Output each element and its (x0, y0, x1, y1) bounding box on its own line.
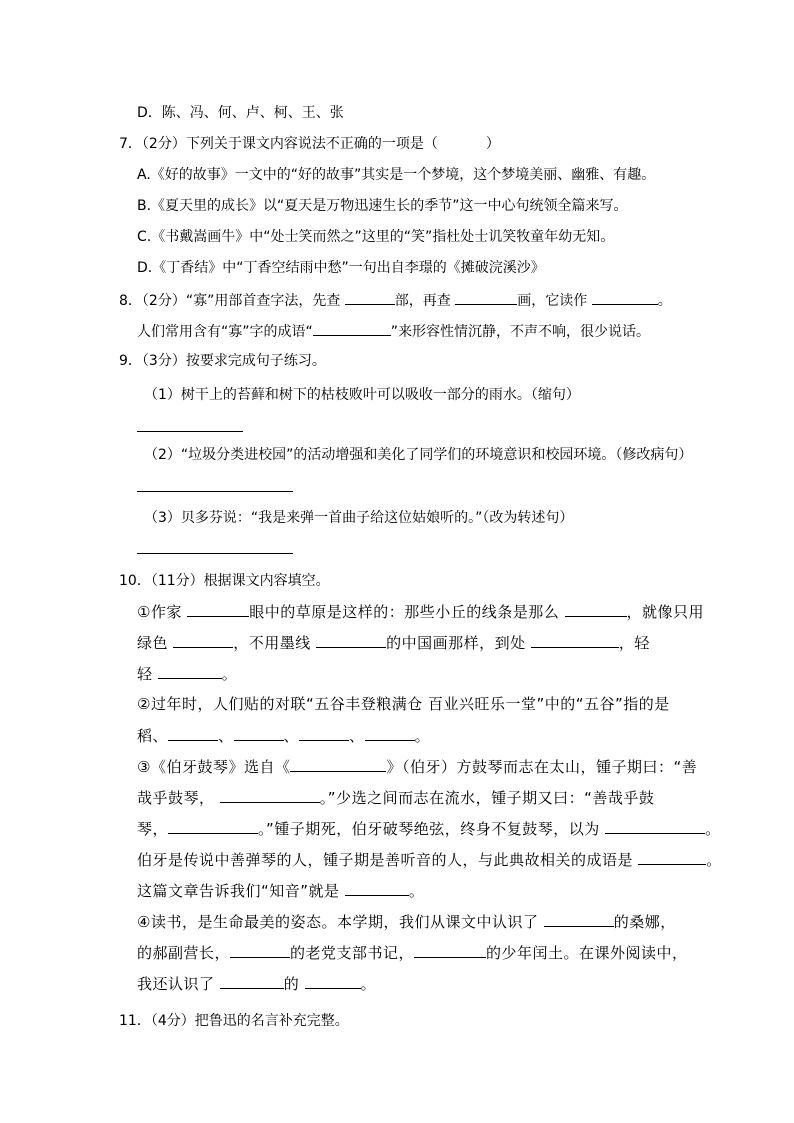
question-stem: 10．（11分）根据课文内容填空。 (119, 573, 330, 589)
s4-text: 我还认识了 (137, 975, 215, 993)
q10-s3-line5 (137, 880, 424, 901)
blank-strokes[interactable] (455, 289, 517, 305)
blank-radical[interactable] (345, 289, 395, 305)
item-text: （3）贝多芬说：“我是来弹一首曲子给这位姑娘听的。”（改为转述句） (144, 510, 574, 526)
q7-option-d (137, 258, 545, 278)
sep: 、 (218, 727, 234, 745)
s4-text: ④读书，是生命最美的姿态。本学期，我们从课文中认识了 (137, 913, 539, 931)
blank-mountain[interactable] (220, 787, 320, 803)
sep: 、 (349, 727, 365, 745)
blank-idiom[interactable] (313, 320, 391, 336)
blank-pinyin[interactable] (592, 289, 658, 305)
q10-s3-line2 (137, 787, 654, 808)
q7-option-a (137, 165, 655, 185)
s1-text: 轻 (137, 665, 153, 683)
blank-grain-2[interactable] (234, 725, 284, 741)
s3-text: 。”少选之间而志在流水，锺子期又曰：“善哉乎鼓 (319, 789, 655, 807)
q7-option-c (137, 227, 614, 247)
s3-text: 。 (706, 851, 722, 869)
q8-line-2 (137, 320, 650, 342)
q8-text: ”来形容性情沉静，不声不响，很少说话。 (390, 324, 651, 340)
blank-adjective[interactable] (220, 973, 284, 989)
q10-s2-line1 (137, 694, 670, 714)
blank-water[interactable] (168, 818, 258, 834)
blank-gently[interactable] (158, 663, 222, 679)
blank-grain-4[interactable] (365, 725, 415, 741)
option-text: D.《丁香结》中“丁香空结雨中愁”一句出自李璟的《摊破浣溪沙》 (137, 260, 545, 276)
s1-text: 的中国画那样，到处 (386, 634, 526, 652)
q11-stem (119, 1011, 349, 1031)
blank-lines[interactable] (565, 601, 627, 617)
s4-text: 的桑娜， (613, 913, 676, 931)
answer-line-2[interactable] (137, 491, 293, 492)
item-text: （1）树干上的苔藓和树下的枯枝败叶可以吸收一部分的雨水。（缩句） (144, 387, 580, 403)
blank-source[interactable] (290, 756, 386, 772)
s3-text: 。”锺子期死，伯牙破琴绝弦，终身不复鼓琴，以为 (258, 820, 600, 838)
blank-grain-1[interactable] (168, 725, 218, 741)
q10-s3-line3 (137, 818, 721, 839)
question-stem: 7．（2分）下列关于课文内容说法不正确的一项是（ (119, 136, 438, 152)
q10-s1-line2 (137, 632, 650, 653)
s1-text: 绿色 (137, 634, 169, 652)
s1-text: ，就像只用 (626, 603, 705, 621)
q8-text: 。 (657, 293, 672, 309)
s3-text: 这篇文章告诉我们“知音”就是 (137, 882, 340, 900)
q8-text: 人们常用含有“寡”字的成语“ (137, 324, 313, 340)
blank-everywhere[interactable] (531, 632, 619, 648)
blank-ink[interactable] (316, 632, 386, 648)
s3-text: 伯牙是传说中善弹琴的人，锺子期是善听音的人，与此典故相关的成语是 (137, 851, 634, 869)
s3-text: 琴， (137, 820, 169, 838)
s4-text: 的老党支部书记， (290, 944, 415, 962)
s2-text: ②过年时，人们贴的对联“五谷丰登粮满仓 百业兴旺乐一堂”中的“五谷”指的是 (137, 695, 670, 713)
question-stem: 9．（3分）按要求完成句子练习。 (119, 353, 326, 369)
s4-text: 的 (283, 975, 300, 993)
option-text: D．陈、冯、何、卢、柯、王、张 (137, 105, 344, 121)
s1-text: 眼中的草原是这样的：那些小丘的线条是那么 (249, 603, 560, 621)
q8-text: 画，它读作 (517, 293, 588, 309)
blank-runtu[interactable] (414, 942, 486, 958)
q10-s4-line1 (137, 911, 676, 932)
blank-author[interactable] (187, 601, 249, 617)
s1-text: ①作家 (137, 603, 182, 621)
blank-grain-3[interactable] (299, 725, 349, 741)
q7-option-b (137, 196, 628, 216)
q9-item-2 (144, 445, 692, 465)
s3-text: ③《伯牙鼓琴》选自《 (137, 758, 291, 776)
option-text: C.《书戴嵩画牛》中“处士笑而然之”这里的“笑”指杜处士讥笑牧童年幼无知。 (137, 229, 615, 245)
q9-item-1 (144, 385, 580, 405)
q10-s1-line1 (137, 601, 704, 622)
q9-stem (119, 351, 326, 371)
paren-close: ） (485, 136, 500, 152)
answer-line-1[interactable] (137, 431, 243, 432)
option-text: A.《好的故事》一文中的“好的故事”其实是一个梦境，这个梦境美丽、幽雅、有趣。 (137, 167, 656, 183)
blank-idiom[interactable] (638, 849, 706, 865)
q6-option-d (137, 103, 344, 123)
s3-text: 哉乎鼓琴， (137, 789, 215, 807)
s4-text: 。 (360, 975, 377, 993)
q9-item-3 (144, 508, 573, 528)
s3-text: 。 (705, 820, 721, 838)
s2-text: 稻、 (137, 727, 169, 745)
s4-text: 的郝副营长， (137, 944, 231, 962)
q10-s1-line3 (137, 663, 237, 684)
q10-s3-line4 (137, 849, 722, 870)
s1-text: 。 (221, 665, 238, 683)
s1-text: ，不用墨线 (233, 634, 311, 652)
q10-s4-line2 (137, 942, 688, 963)
s4-text: 的少年闰土。在课外阅读中， (486, 944, 688, 962)
s1-text: ，轻 (618, 634, 650, 652)
blank-reason[interactable] (605, 818, 705, 834)
end: 。 (414, 727, 431, 745)
blank-zhiyin[interactable] (345, 880, 409, 896)
q10-s3-line1 (137, 756, 697, 777)
s3-text: 》（伯牙）方鼓琴而志在太山，锺子期曰：“善 (386, 758, 698, 776)
q10-stem (119, 571, 330, 591)
q8-line-1 (119, 289, 672, 311)
blank-sangna[interactable] (544, 911, 614, 927)
q7-stem (119, 134, 500, 154)
blank-color[interactable] (173, 632, 233, 648)
blank-character[interactable] (305, 973, 361, 989)
q10-s2-line2 (137, 725, 430, 746)
option-text: B.《夏天里的成长》以“夏天是万物迅速生长的季节”这一中心句统领全篇来写。 (137, 198, 628, 214)
blank-secretary[interactable] (230, 942, 290, 958)
q8-text: 部，再查 (394, 293, 451, 309)
s3-text: 。 (408, 882, 425, 900)
q10-s4-line3 (137, 973, 376, 994)
question-stem: 11．（4分）把鲁迅的名言补充完整。 (119, 1013, 349, 1029)
sep: 、 (283, 727, 300, 745)
item-text: （2）“垃圾分类进校园”的活动增强和美化了同学们的环境意识和校园环境。（修改病句） (144, 447, 693, 463)
q8-text: 8．（2分）“寡”用部首查字法，先查 (119, 293, 341, 309)
answer-line-3[interactable] (137, 553, 293, 554)
